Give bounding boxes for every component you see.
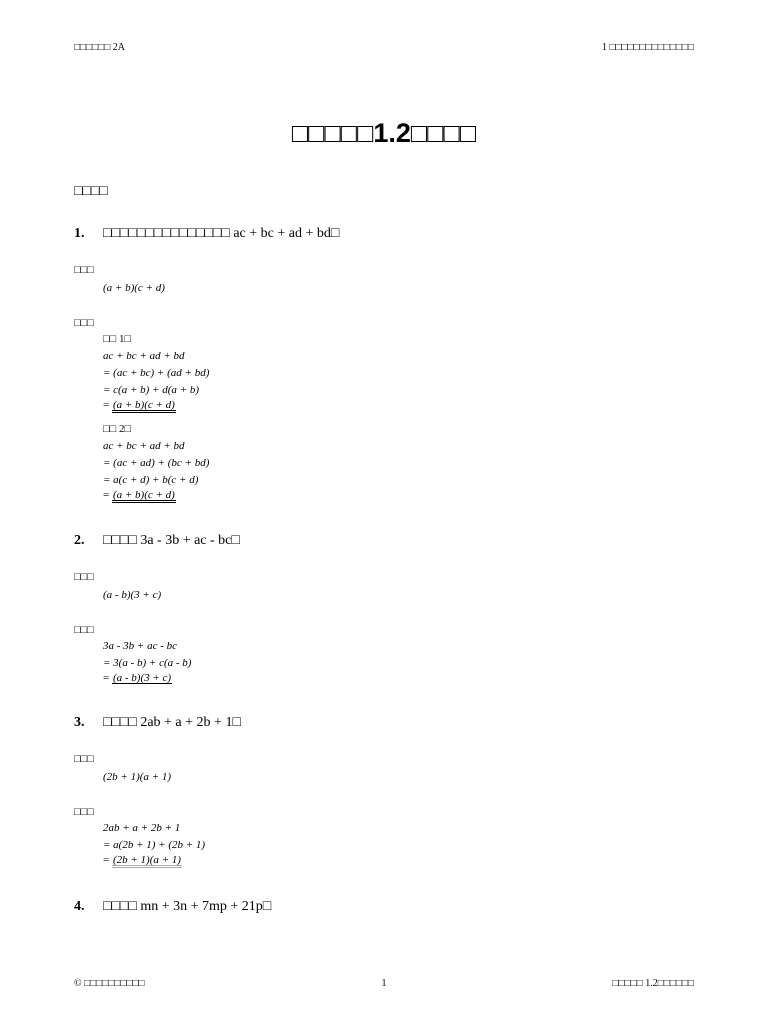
question-1-text: □□□□□□□□□□□□□□□ ac + bc + ad + bd□ (103, 226, 340, 241)
question-4-text: □□□□ mn + 3n + 7mp + 21p□ (103, 899, 272, 914)
question-2-solution-label: □□□ (74, 624, 94, 636)
method-1-line: = c(a + b) + d(a + b) (103, 384, 199, 396)
page-number: 1 (381, 978, 387, 989)
question-2-line: = 3(a - b) + c(a - b) (103, 657, 192, 669)
equals-sign: = (103, 854, 110, 866)
method-1-result: (a + b)(c + d) (112, 399, 175, 411)
question-2-result-row (103, 672, 172, 684)
method-1-line: = (ac + bc) + (ad + bd) (103, 367, 210, 379)
question-2-text: □□□□ 3a - 3b + ac - bc□ (103, 533, 240, 548)
question-2-line: 3a - 3b + ac - bc (103, 640, 178, 652)
section-label: □□□□ (74, 184, 108, 199)
question-1-solution-label: □□□ (74, 317, 94, 329)
question-3-number: 3. (74, 715, 85, 730)
question-2-answer: (a - b)(3 + c) (103, 589, 162, 601)
question-1-answer-label: □□□ (74, 264, 94, 276)
method-2-line: = a(c + d) + b(c + d) (103, 474, 199, 486)
question-2-result: (a - b)(3 + c) (112, 672, 172, 684)
method-2-line: ac + bc + ad + bd (103, 440, 185, 452)
header-left: □□□□□□ 2A (74, 42, 125, 53)
page-title: □□□□□1.2□□□□ (291, 118, 477, 148)
header-right: 1 □□□□□□□□□□□□□□ (601, 42, 694, 53)
method-2-result: (a + b)(c + d) (112, 489, 175, 501)
equals-sign: = (103, 399, 110, 411)
question-2-answer-label: □□□ (74, 571, 94, 583)
footer-right: □□□□□ 1.2□□□□□□ (612, 978, 694, 989)
method-2-line: = (ac + ad) + (bc + bd) (103, 457, 210, 469)
question-3-line: 2ab + a + 2b + 1 (103, 822, 181, 834)
question-3-line: = a(2b + 1) + (2b + 1) (103, 839, 206, 851)
equals-sign: = (103, 489, 110, 501)
question-3-text: □□□□ 2ab + a + 2b + 1□ (103, 715, 241, 730)
method-2-result-row (103, 489, 176, 503)
equals-sign: = (103, 672, 110, 684)
method-2-label: □□ 2□ (103, 423, 132, 435)
question-3-result: (2b + 1)(a + 1) (112, 854, 181, 866)
method-1-line: ac + bc + ad + bd (103, 350, 185, 362)
question-3-answer: (2b + 1)(a + 1) (103, 771, 171, 783)
question-3-answer-label: □□□ (74, 753, 94, 765)
method-1-result-row (103, 399, 176, 413)
question-1-number: 1. (74, 226, 85, 241)
question-4-number: 4. (74, 899, 85, 914)
footer-copyright: © □□□□□□□□□□ (74, 978, 145, 989)
question-3-solution-label: □□□ (74, 806, 94, 818)
question-3-result-row (103, 854, 182, 868)
question-1-answer: (a + b)(c + d) (103, 282, 165, 294)
method-1-label: □□ 1□ (103, 333, 132, 345)
question-2-number: 2. (74, 533, 85, 548)
